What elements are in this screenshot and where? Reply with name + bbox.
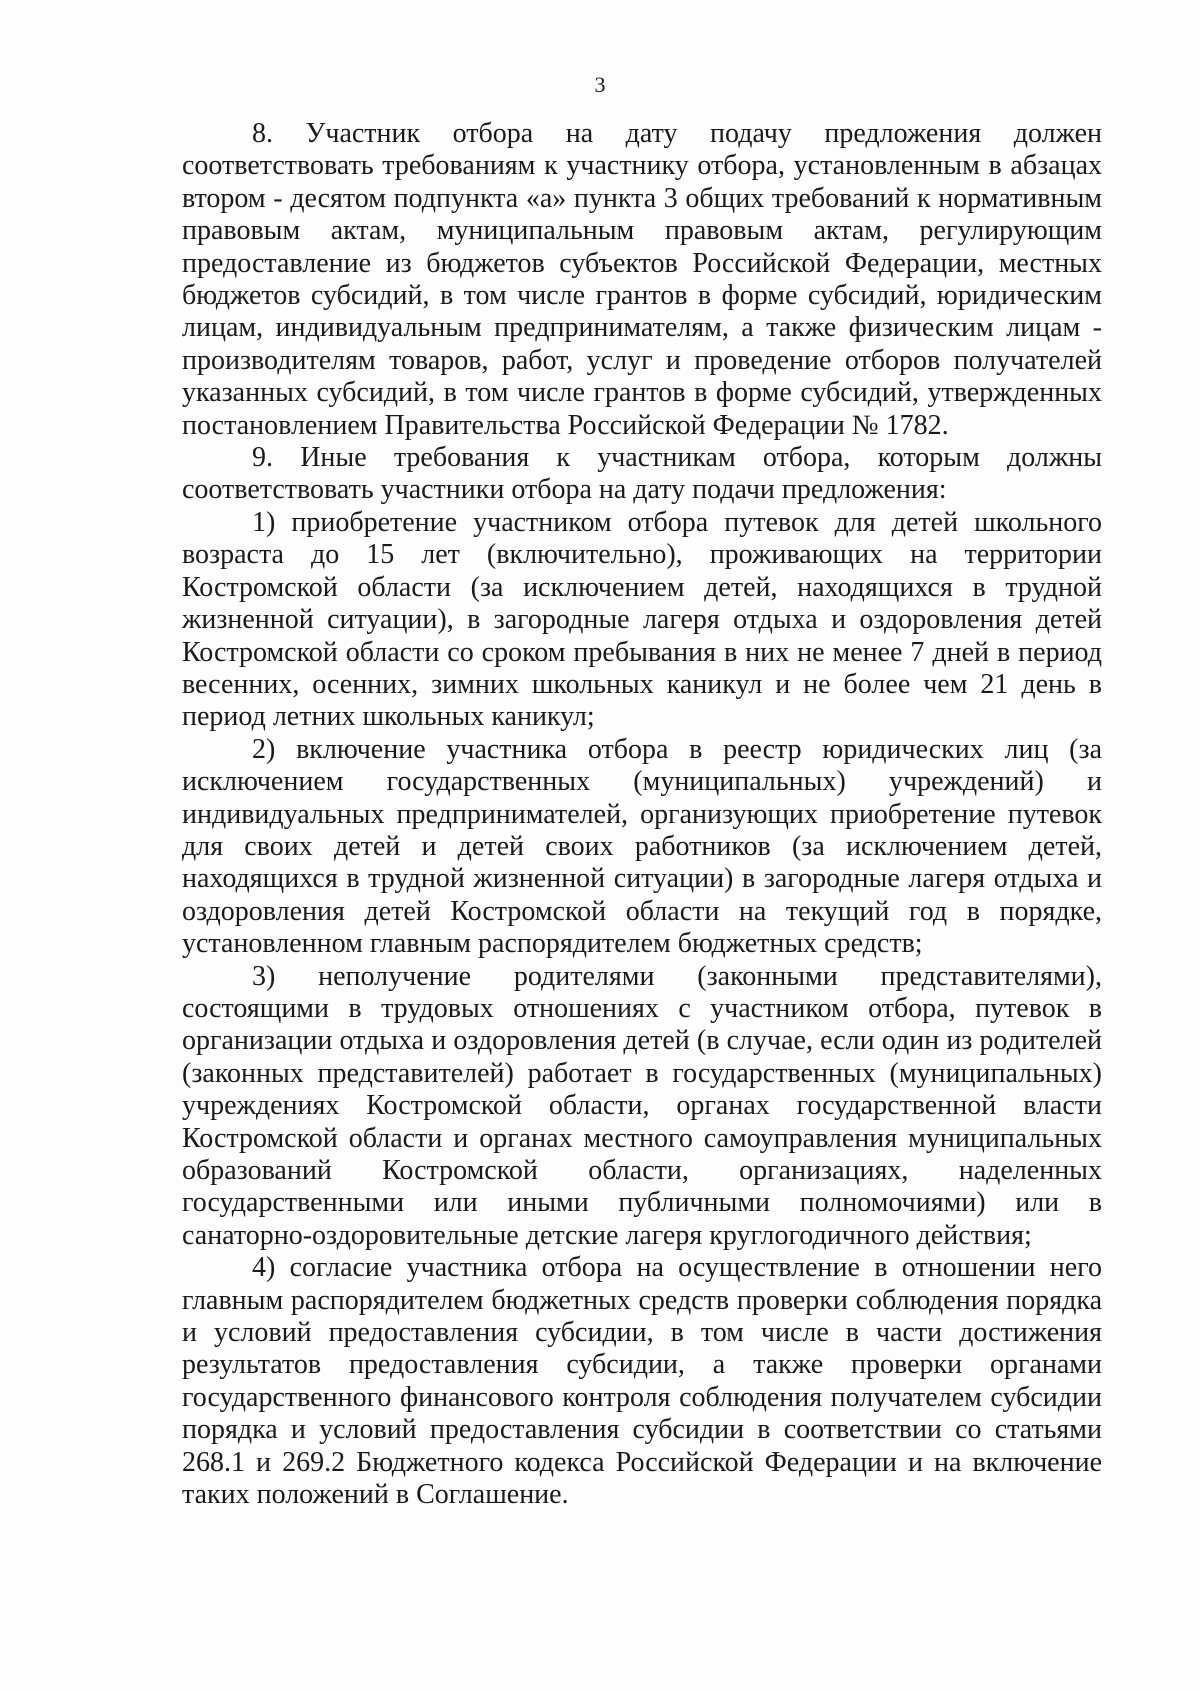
requirement-4-consent-to-audit: 4) согласие участника отбора на осуществление в отношении него главным распорядителем бюджетных средств проверки соблюдения порядка и условий предоставления субсидии, в том числе в части достижения результатов предоставления субсидии, а также проверки органами государственного финансового контроля соблюдения получателем субсидии порядка и условий предоставления субсидии в соответствии со статьями 268.1 и 269.2 Бюджетного кодекса Российской Федерации и на включение таких положений в Соглашение. (182, 1252, 1102, 1511)
paragraph-8-participant-requirements: 8. Участник отбора на дату подачу предложения должен соответствовать требованиям к участнику отбора, установленным в абзацах втором - десятом подпункта «а» пункта 3 общих требований к нормативным правовым актам, муниципальным правовым актам, регулирующим предоставление из бюджетов субъектов Российской Федерации, местных бюджетов субсидий, в том числе грантов в форме субсидий, юридическим лицам, индивидуальным предпринимателям, а также физическим лицам - производителям товаров, работ, услуг и проведение отборов получателей указанных субсидий, в том числе грантов в форме субсидий, утвержденных постановлением Правительства Российской Федерации № 1782. (182, 118, 1102, 441)
paragraph-9-other-requirements: 9. Иные требования к участникам отбора, которым должны соответствовать участники отбора на дату подачи предложения: (182, 442, 1102, 506)
requirement-2-registry-inclusion: 2) включение участника отбора в реестр юридических лиц (за исключением государственных (муниципальных) учреждений) и индивидуальных предпринимателей, организующих приобретение путевок для своих детей и детей своих работников (за исключением детей, находящихся в трудной жизненной ситуации) в загородные лагеря отдыха и оздоровления детей Костромской области на текущий год в порядке, установленном главным распорядителем бюджетных средств; (182, 733, 1102, 960)
document-body (182, 118, 1102, 1511)
page-number: 3 (594, 72, 606, 97)
requirement-1-purchase-vouchers: 1) приобретение участником отбора путевок для детей школьного возраста до 15 лет (включительно), проживающих на территории Костромской области (за исключением детей, находящихся в трудной жизненной ситуации), в загородные лагеря отдыха и оздоровления детей Костромской области со сроком пребывания в них не менее 7 дней в период весенних, осенних, зимних школьных каникул и не более чем 21 день в период летних школьных каникул; (182, 506, 1102, 733)
requirement-3-non-receipt-vouchers: 3) неполучение родителями (законными представителями), состоящими в трудовых отношениях с участником отбора, путевок в организации отдыха и оздоровления детей (в случае, если один из родителей (законных представителей) работает в государственных (муниципальных) учреждениях Костромской области, органах государственной власти Костромской области и органах местного самоуправления муниципальных образований Костромской области, организациях, наделенных государственными или иными публичными полномочиями) или в санаторно-оздоровительные детские лагеря круглогодичного действия; (182, 960, 1102, 1251)
